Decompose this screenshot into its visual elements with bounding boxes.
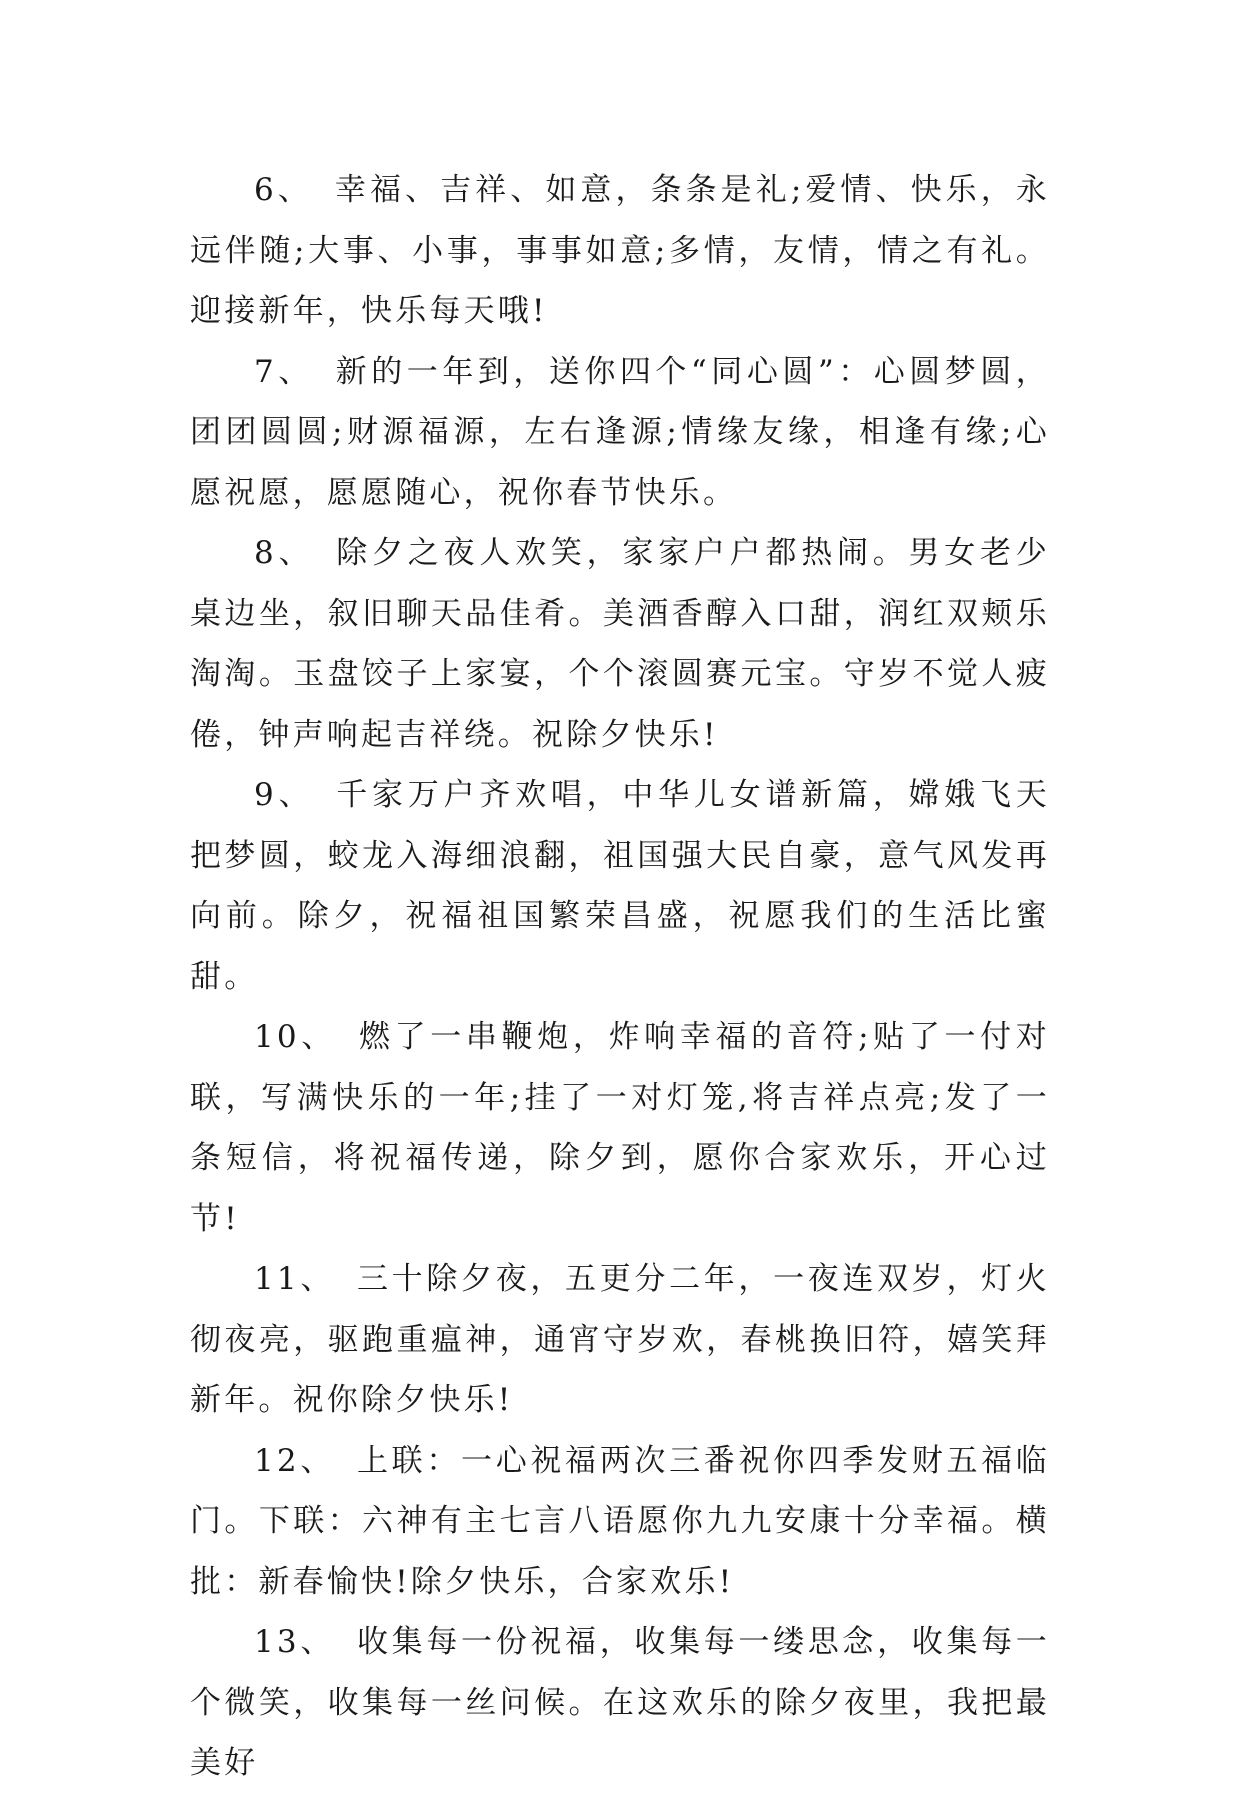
paragraph-10 — [190, 1007, 1050, 1249]
paragraph-text: 新的一年到，送你四个“同心圆”：心圆梦圆，团团圆圆;财源福源，左右逢源;情缘友缘，相逢有缘;心愿祝愿，愿愿随心，祝你春节快乐。 — [190, 353, 1050, 511]
item-number: 8、 — [254, 535, 315, 571]
item-number: 11、 — [254, 1261, 335, 1297]
paragraph-9 — [190, 765, 1050, 1007]
paragraph-text: 千家万户齐欢唱，中华儿女谱新篇，嫦娥飞天把梦圆，蛟龙入海细浪翻，祖国强大民自豪，意气风发再向前。除夕，祝福祖国繁荣昌盛，祝愿我们的生活比蜜甜。 — [190, 777, 1051, 995]
paragraph-text: 收集每一份祝福，收集每一缕思念，收集每一个微笑，收集每一丝问候。在这欢乐的除夕夜里，我把最美好 — [190, 1624, 1051, 1781]
item-number: 9、 — [254, 777, 315, 813]
paragraph-text: 幸福、吉祥、如意，条条是礼;爱情、快乐，永远伴随;大事、小事，事事如意;多情，友情，情之有礼。迎接新年，快乐每天哦! — [190, 172, 1050, 329]
paragraph-text: 三十除夕夜，五更分二年，一夜连双岁，灯火彻夜亮，驱跑重瘟神，通宵守岁欢，春桃换旧符，嬉笑拜新年。祝你除夕快乐! — [190, 1261, 1051, 1418]
item-number: 6、 — [254, 172, 313, 208]
paragraph-12 — [190, 1431, 1050, 1613]
document-body — [190, 160, 1050, 1794]
paragraph-13 — [190, 1612, 1050, 1794]
item-number: 7、 — [254, 353, 314, 390]
paragraph-text: 燃了一串鞭炮，炸响幸福的音符;贴了一付对联，写满快乐的一年;挂了一对灯笼,将吉祥点亮;发了一条短信，将祝福传递，除夕到，愿你合家欢乐，开心过节! — [190, 1019, 1050, 1237]
paragraph-text: 除夕之夜人欢笑，家家户户都热闹。男女老少桌边坐，叙旧聊天品佳肴。美酒香醇入口甜，润红双颊乐淘淘。玉盘饺子上家宴，个个滚圆赛元宝。守岁不觉人疲倦，钟声响起吉祥绕。祝除夕快乐! — [190, 535, 1051, 753]
paragraph-6 — [190, 160, 1050, 342]
item-number: 12、 — [254, 1442, 335, 1479]
paragraph-7 — [190, 342, 1050, 524]
paragraph-11 — [190, 1249, 1050, 1431]
paragraph-text: 上联：一心祝福两次三番祝你四季发财五福临门。下联：六神有主七言八语愿你九九安康十分幸福。横批：新春愉快!除夕快乐，合家欢乐! — [190, 1442, 1051, 1600]
item-number: 10、 — [254, 1019, 337, 1055]
item-number: 13、 — [254, 1624, 335, 1660]
paragraph-8 — [190, 523, 1050, 765]
